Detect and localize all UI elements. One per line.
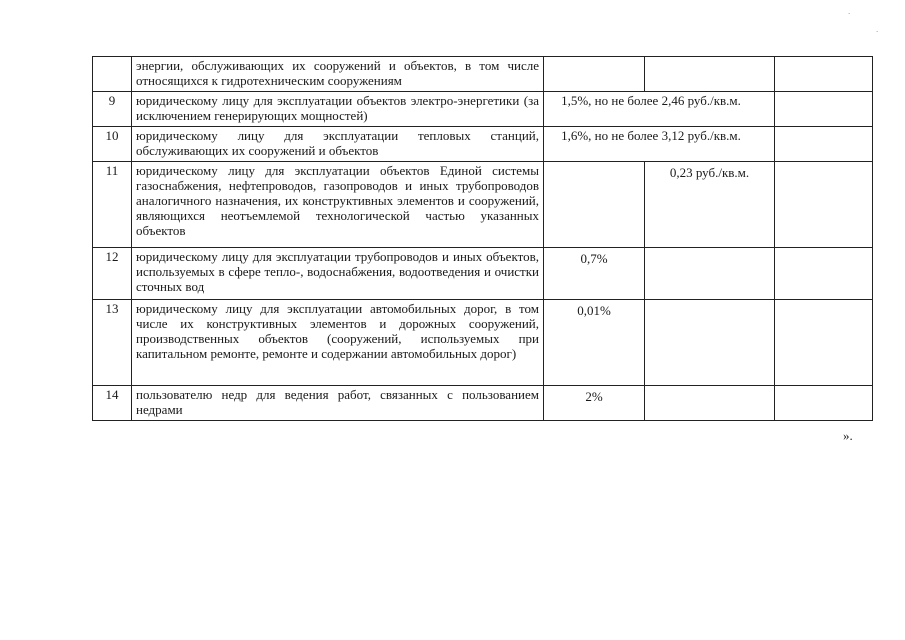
combined-rate-text: 1,5%, но не более 2,46 руб./кв.м. [561, 93, 741, 108]
row-description: юридическому лицу для эксплуатации автомобильных дорог, в том числе их конструктивных элементов и дорожных сооружений, производственных объектов (сооружений, используемых при капитальном ремонте, ремонте и содержании автомобильных дорог) [132, 300, 544, 386]
closing-quote-mark: ». [843, 428, 853, 443]
row-description: юридическому лицу для эксплуатации объектов электро-энергетики (за исключением генерирующих мощностей) [132, 92, 544, 127]
rate-percent-cell: 0,7% [544, 248, 645, 300]
row-description: юридическому лицу для эксплуатации тепловых станций, обслуживающих их сооружений и объектов [132, 127, 544, 162]
extra-cell [775, 162, 873, 248]
rates-table [92, 56, 873, 421]
rate-rub-cell [645, 248, 775, 300]
row-description: энергии, обслуживающих их сооружений и объектов, в том числе относящихся к гидротехническим сооружениям [132, 57, 544, 92]
extra-cell [775, 92, 873, 127]
row-description: пользователю недр для ведения работ, связанных с пользованием недрами [132, 386, 544, 421]
table-row [93, 386, 873, 421]
scan-speck: · [876, 28, 879, 36]
table-row [93, 162, 873, 248]
rate-rub-cell [645, 300, 775, 386]
row-number: 14 [93, 386, 132, 421]
row-description: юридическому лицу для эксплуатации объектов Единой системы газоснабжения, нефтепроводов, газопроводов и иных трубопроводов аналогичного назначения, их конструктивных элементов и сооружений, являющихся неотъемлемой технологической частью указанных объектов [132, 162, 544, 248]
scan-speck: · [848, 10, 851, 18]
row-number: 11 [93, 162, 132, 248]
combined-rate-cell [544, 127, 775, 162]
extra-cell [775, 248, 873, 300]
rate-rub-cell: 0,23 руб./кв.м. [645, 162, 775, 248]
extra-cell [775, 300, 873, 386]
rate-percent-cell: 0,01% [544, 300, 645, 386]
rate-percent-cell [544, 162, 645, 248]
row-number: 10 [93, 127, 132, 162]
rate-percent-cell [544, 57, 645, 92]
table-row [93, 92, 873, 127]
combined-rate-cell [544, 92, 775, 127]
extra-cell [775, 386, 873, 421]
combined-rate-text: 1,6%, но не более 3,12 руб./кв.м. [561, 128, 741, 143]
rate-rub-cell [645, 57, 775, 92]
rate-percent-cell: 2% [544, 386, 645, 421]
table-row [93, 127, 873, 162]
extra-cell [775, 127, 873, 162]
table-row [93, 57, 873, 92]
row-number [93, 57, 132, 92]
row-number: 13 [93, 300, 132, 386]
row-number: 9 [93, 92, 132, 127]
extra-cell [775, 57, 873, 92]
table-row [93, 248, 873, 300]
table-row [93, 300, 873, 386]
rate-rub-cell [645, 386, 775, 421]
row-description: юридическому лицу для эксплуатации трубопроводов и иных объектов, используемых в сфере тепло-, водоснабжения, водоотведения и очистки сточных вод [132, 248, 544, 300]
row-number: 12 [93, 248, 132, 300]
